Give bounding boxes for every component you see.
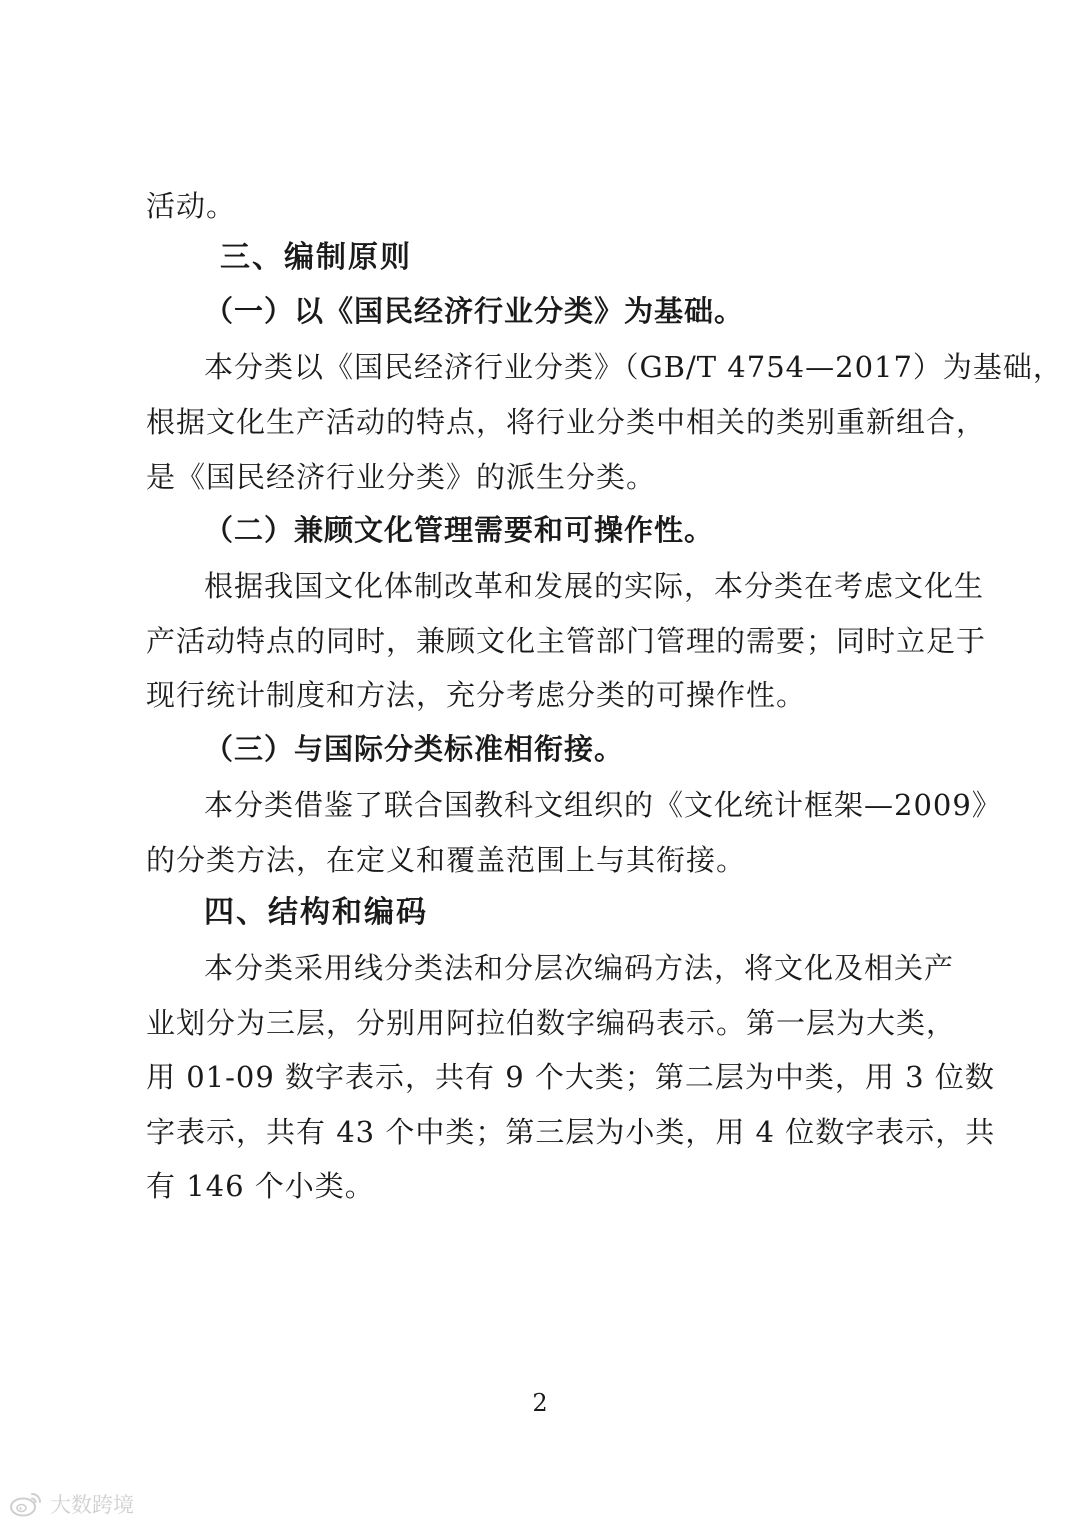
continuation-text: 活动。 [146, 189, 237, 223]
watermark [8, 1488, 134, 1520]
para-4-line-3: 用 01-09 数字表示，共有 9 个大类；第二层为中类，用 3 位数 [146, 1060, 995, 1094]
para-4-line-5: 有 146 个小类。 [146, 1169, 375, 1203]
subsection-1-heading: （一）以《国民经济行业分类》为基础。 [204, 294, 745, 328]
para-4-line-4: 字表示，共有 43 个中类；第三层为小类，用 4 位数字表示，共 [146, 1115, 996, 1149]
section-3-heading: 三、编制原则 [220, 240, 412, 275]
para-1-line-1: 本分类以《国民经济行业分类》（GB/T 4754—2017）为基础， [204, 350, 1063, 384]
section-4-heading: 四、结构和编码 [204, 895, 428, 930]
weibo-logo-icon [8, 1490, 44, 1518]
para-3-line-2: 的分类方法，在定义和覆盖范围上与其衔接。 [146, 843, 747, 877]
para-4-line-1: 本分类采用线分类法和分层次编码方法，将文化及相关产 [204, 951, 955, 985]
subsection-3-heading: （三）与国际分类标准相衔接。 [204, 732, 625, 766]
subsection-2-heading: （二）兼顾文化管理需要和可操作性。 [204, 513, 715, 547]
watermark-text: 大数跨境 [50, 1493, 134, 1517]
para-2-line-1: 根据我国文化体制改革和发展的实际，本分类在考虑文化生 [204, 569, 985, 603]
para-3-line-1: 本分类借鉴了联合国教科文组织的《文化统计框架—2009》 [204, 788, 1002, 822]
para-4-line-2: 业划分为三层，分别用阿拉伯数字编码表示。第一层为大类， [146, 1006, 957, 1040]
page-number: 2 [532, 1389, 548, 1417]
para-2-line-2: 产活动特点的同时，兼顾文化主管部门管理的需要；同时立足于 [146, 624, 987, 658]
para-1-line-3: 是《国民经济行业分类》的派生分类。 [146, 460, 657, 494]
para-2-line-3: 现行统计制度和方法，充分考虑分类的可操作性。 [146, 678, 807, 712]
para-1-line-2: 根据文化生产活动的特点，将行业分类中相关的类别重新组合， [146, 405, 987, 439]
